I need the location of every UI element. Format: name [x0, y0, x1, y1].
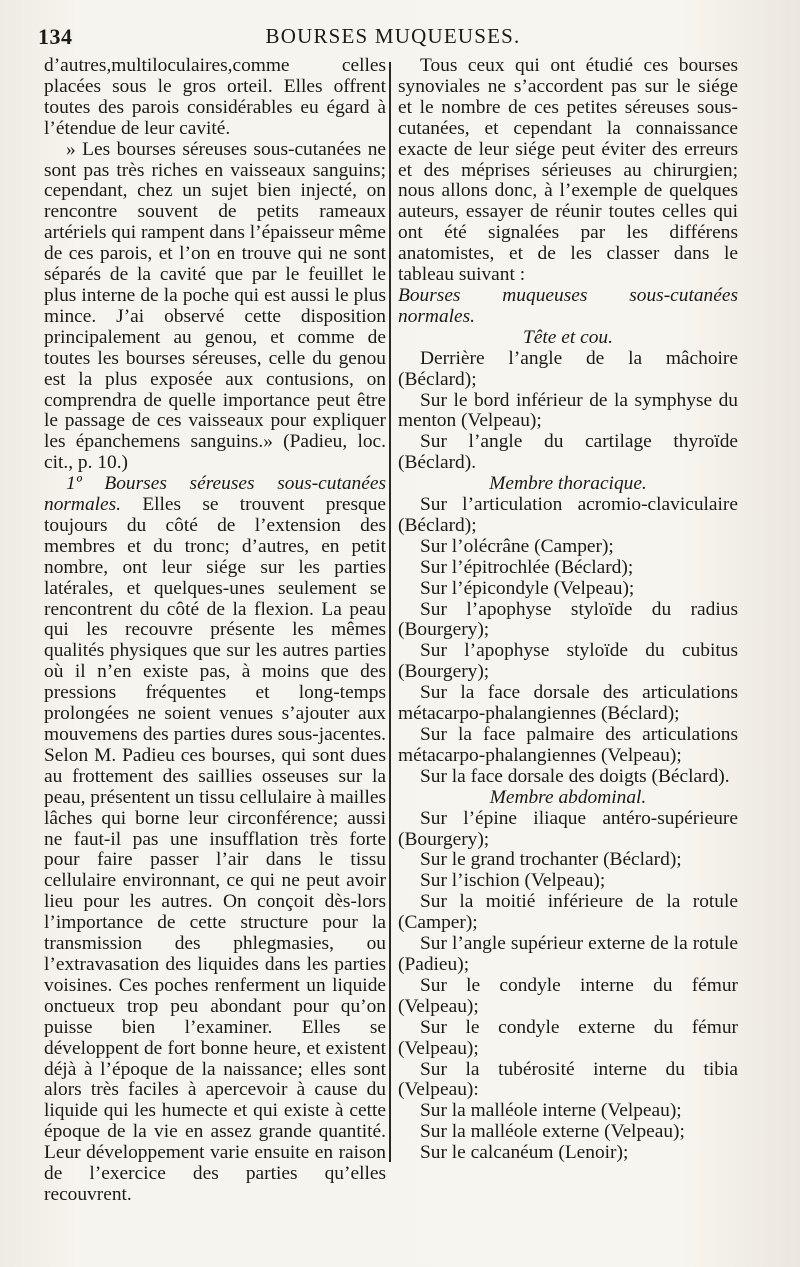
paragraph: » Les bourses séreuses sous-cutanées ne sont pas très riches en vaisseaux sanguins; cependant, chez un sujet bien injecté, on rencontre souvent de petits rameaux artériels qui rampent dans l’épaisseur même de ces parois, et l’on en trouve qui ne sont séparés de la cavité que par le feuillet le plus interne de la poche qui est aussi le plus mince. J’ai observé cette disposition principalement au genou, et comme de toutes les bourses séreuses, celle du genou est la plus exposée aux contusions, on comprendra de quelle importance peut être le passage de ces vaisseaux pour expliquer les épanchemens sanguins.» (Padieu, loc. cit., p. 10.)	[44, 138, 386, 474]
bursa-entry: Sur l’angle du cartilage thyroïde (Béclard).	[398, 431, 738, 474]
region-heading: Tête et cou.	[523, 326, 613, 348]
bursa-entry: Derrière l’angle de la mâchoire (Béclard);	[398, 347, 738, 390]
paragraph-body: Elles se trouvent presque toujours du côté de l’extension des membres et du tronc; d’autres, en petit nombre, ont leur siége sur les parties latérales, et quelques-unes seulement se rencontrent du côté de la flexion. La peau qui les recouvre présente les mêmes qualités physiques que sur les autres parties où il n’en existe pas, à moins que des pressions fréquentes et long-temps prolongées ne soient venues s’ajouter aux mouvemens des parties dures sous-jacentes. Selon M. Padieu ces bourses, qui sont dues au frottement des saillies osseuses sur la peau, présentent un tissu cellulaire à mailles lâches qui borne leur circonférence; aussi ne faut-il pas une insufflation très forte pour faire passer l’air dans le tissu cellulaire environnant, ce qui ne peut avoir lieu pour les autres. On conçoit dès-lors l’importance de cette structure pour la transmission des phlegmasies, ou l’extravasation des liquides dans les parties voisines. Ces poches renferment un liquide onctueux trop peu abondant pour qu’on puisse bien l’examiner. Elles se développent de fort bonne heure, et existent déjà à l’époque de la naissance; elles sont alors très faciles à apercevoir à cause du liquide qui les humecte et qui existe à cette époque de la vie en assez grande quantité. Leur développement varie ensuite en raison de l’exercice des parties qu’elles recouvrent.	[44, 494, 386, 1205]
paragraph	[44, 474, 386, 1206]
bursa-entry: Sur l’articulation acromio-claviculaire (Béclard);	[398, 494, 738, 536]
region-heading: Membre abdominal.	[489, 786, 647, 808]
bursa-entry: Sur le condyle externe du fémur (Velpeau);	[398, 1016, 738, 1059]
page-number: 134	[38, 24, 73, 49]
bursa-entry: Sur le grand trochanter (Béclard);	[420, 849, 682, 871]
table-title: Bourses muqueuses sous-cutanées normales.	[398, 284, 738, 327]
paragraph-lead: 1º Bourses séreuses sous-cutanées normales.	[44, 473, 386, 516]
left-column	[44, 56, 386, 1206]
bursa-entry: Sur la face palmaire des articulations métacarpo-phalangiennes (Velpeau);	[398, 724, 738, 766]
right-column	[398, 56, 738, 1164]
paragraph: d’autres,multiloculaires,comme celles placées sous le gros orteil. Elles offrent toutes des parois considérables eu égard à l’étendue de leur cavité.	[44, 55, 386, 139]
bursa-entry: Sur la face dorsale des articulations métacarpo-phalangiennes (Béclard);	[398, 682, 738, 725]
bursa-entry: Sur le bord inférieur de la symphyse du menton (Velpeau);	[398, 389, 738, 432]
column-divider	[389, 62, 391, 1162]
bursa-entry: Sur la malléole interne (Velpeau);	[420, 1100, 682, 1122]
bursa-entry: Sur l’épitrochlée (Béclard);	[420, 556, 634, 578]
page-header	[38, 24, 748, 52]
paragraph: Tous ceux qui ont étudié ces bourses synoviales ne s’accordent pas sur le siége et le nombre de ces petites séreuses sous-cutanées, et cependant la connaissance exacte de leur siége peut éviter des erreurs et des méprises sérieuses au chirurgien; nous allons donc, à l’exemple de quelques auteurs, essayer de réunir toutes celles qui ont été signalées par les différens anatomistes, et de les classer dans le tableau suivant :	[398, 55, 738, 286]
bursa-entry: Sur l’apophyse styloïde du cubitus (Bourgery);	[398, 640, 738, 683]
region-heading: Membre thoracique.	[489, 473, 647, 495]
bursa-entry: Sur la tubérosité interne du tibia (Velpeau):	[398, 1058, 738, 1101]
bursa-entry: Sur l’ischion (Velpeau);	[420, 870, 606, 892]
bursa-entry: Sur le calcanéum (Lenoir);	[420, 1142, 629, 1164]
bursa-entry: Sur l’olécrâne (Camper);	[420, 535, 614, 557]
bursa-entry: Sur l’épicondyle (Velpeau);	[420, 577, 635, 599]
bursa-entry: Sur l’angle supérieur externe de la rotule (Padieu);	[398, 933, 738, 975]
bursa-entry: Sur l’épine iliaque antéro-supérieure (Bourgery);	[398, 807, 738, 850]
running-title: BOURSES MUQUEUSES.	[265, 24, 521, 48]
bursa-entry: Sur l’apophyse styloïde du radius (Bourgery);	[398, 598, 738, 641]
bursa-entry: Sur la malléole externe (Velpeau);	[420, 1121, 685, 1143]
bursa-table	[398, 328, 738, 1164]
bursa-entry: Sur la moitié inférieure de la rotule (Camper);	[398, 891, 738, 934]
bursa-entry: Sur le condyle interne du fémur (Velpeau);	[398, 974, 738, 1017]
bursa-entry: Sur la face dorsale des doigts (Béclard).	[420, 765, 730, 787]
